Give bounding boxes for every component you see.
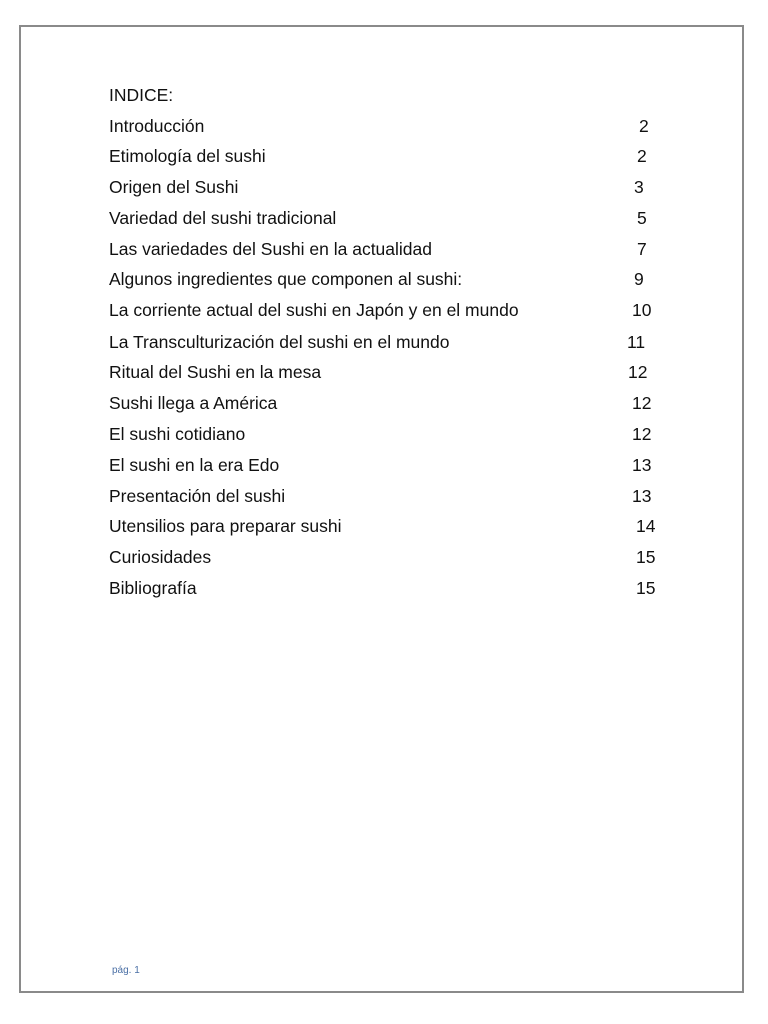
toc-entry bbox=[109, 238, 669, 260]
toc-entry-page: 14 bbox=[636, 516, 656, 536]
toc-entry bbox=[109, 485, 669, 507]
toc-entry-label: Bibliografía bbox=[109, 578, 197, 598]
toc-entry bbox=[109, 546, 669, 568]
page-number-footer: pág. 1 bbox=[112, 965, 140, 976]
toc-entry-label: Variedad del sushi tradicional bbox=[109, 208, 337, 228]
toc-entry-page: 2 bbox=[637, 146, 647, 166]
document-page bbox=[19, 25, 744, 993]
toc-entry-label: Origen del Sushi bbox=[109, 177, 239, 197]
toc-entry-label: Curiosidades bbox=[109, 547, 212, 567]
toc-entry-label: Algunos ingredientes que componen al sushi: bbox=[109, 269, 463, 289]
toc-entry bbox=[109, 515, 669, 537]
toc-entry bbox=[109, 577, 669, 599]
toc-entry-page: 7 bbox=[637, 239, 647, 259]
toc-entry-label: Presentación del sushi bbox=[109, 486, 286, 506]
toc-entry bbox=[109, 299, 669, 321]
toc-entry-page: 9 bbox=[634, 269, 644, 289]
toc-entry bbox=[109, 361, 669, 383]
toc-entry-page: 12 bbox=[628, 362, 648, 382]
toc-entry bbox=[109, 392, 669, 414]
toc-entry-page: 13 bbox=[632, 455, 652, 475]
toc-entry bbox=[109, 423, 669, 445]
toc-entry-label: La corriente actual del sushi en Japón y en el mundo bbox=[109, 300, 519, 320]
toc-entry-page: 12 bbox=[632, 393, 652, 413]
toc-entry bbox=[109, 176, 669, 198]
toc-entry-page: 2 bbox=[639, 116, 649, 136]
toc-entry-label: El sushi en la era Edo bbox=[109, 455, 280, 475]
toc-entry-label: Introducción bbox=[109, 116, 205, 136]
toc-entry bbox=[109, 207, 669, 229]
toc-entry bbox=[109, 115, 669, 137]
toc-entry-page: 15 bbox=[636, 547, 656, 567]
toc-title: INDICE: bbox=[109, 85, 174, 105]
toc-entry-label: Sushi llega a América bbox=[109, 393, 278, 413]
toc-entry bbox=[109, 454, 669, 476]
toc-entry-page: 11 bbox=[627, 332, 646, 352]
toc-entry-page: 15 bbox=[636, 578, 656, 598]
toc-entry-label: Las variedades del Sushi en la actualidad bbox=[109, 239, 432, 259]
toc-entry-page: 5 bbox=[637, 208, 647, 228]
toc-entry bbox=[109, 145, 669, 167]
toc-entry-label: El sushi cotidiano bbox=[109, 424, 246, 444]
toc-entry-page: 12 bbox=[632, 424, 652, 444]
toc-entry-label: La Transculturización del sushi en el mundo bbox=[109, 332, 450, 352]
toc-entry-page: 13 bbox=[632, 486, 652, 506]
toc-entry bbox=[109, 331, 669, 353]
toc-entry-label: Ritual del Sushi en la mesa bbox=[109, 362, 322, 382]
toc-entry bbox=[109, 268, 669, 290]
toc-entry-page: 3 bbox=[634, 177, 644, 197]
toc-entry-page: 10 bbox=[632, 300, 652, 320]
toc-entry-label: Etimología del sushi bbox=[109, 146, 266, 166]
toc-entry-label: Utensilios para preparar sushi bbox=[109, 516, 342, 536]
